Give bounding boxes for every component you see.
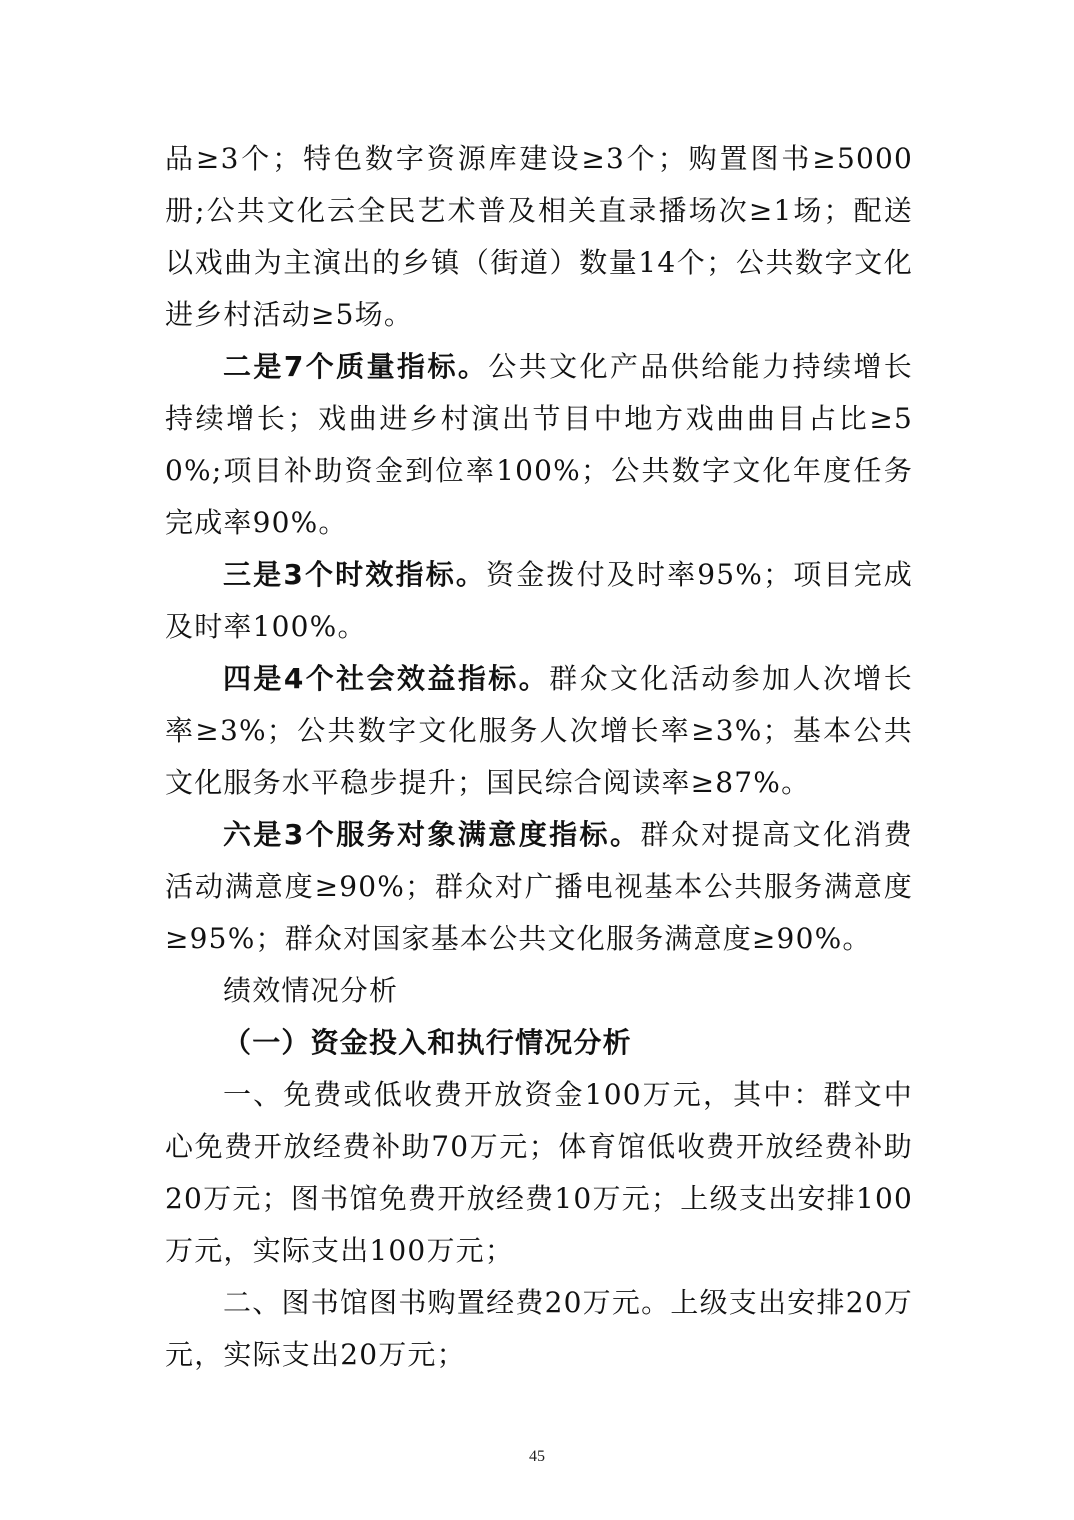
timeliness-indicators-paragraph <box>165 549 913 653</box>
funding-section-heading: （一）资金投入和执行情况分析 <box>223 1026 632 1059</box>
document-body <box>165 133 913 1381</box>
satisfaction-indicators-lead: 六是3个服务对象满意度指标。 <box>223 818 641 851</box>
quality-indicators-lead: 二是7个质量指标。 <box>223 350 489 383</box>
page-number: 45 <box>529 1448 545 1465</box>
analysis-heading: 绩效情况分析 <box>223 974 399 1007</box>
continuation-paragraph <box>165 133 913 341</box>
paragraph-text: 群众对提高文化消费活动满意度≥90%；群众对广播电视基本公共服务满意度≥95%；群众对国家基本公共文化服务满意度≥90%。 <box>165 818 913 955</box>
quality-indicators-paragraph <box>165 341 913 549</box>
satisfaction-indicators-paragraph <box>165 809 913 965</box>
funding-item-2: 二、图书馆图书购置经费20万元。上级支出安排20万元，实际支出20万元； <box>165 1286 913 1371</box>
paragraph-text: 群众文化活动参加人次增长率≥3%；公共数字文化服务人次增长率≥3%；基本公共文化服务水平稳步提升；国民综合阅读率≥87%。 <box>165 662 913 799</box>
social-benefit-indicators-lead: 四是4个社会效益指标。 <box>223 662 550 695</box>
social-benefit-indicators-paragraph <box>165 653 913 809</box>
paragraph-text: 资金拨付及时率95%；项目完成及时率100%。 <box>165 558 913 643</box>
paragraph-text: 品≥3个；特色数字资源库建设≥3个；购置图书≥5000册;公共文化云全民艺术普及相关直录播场次≥1场；配送以戏曲为主演出的乡镇（街道）数量14个；公共数字文化进乡村活动≥5场。 <box>165 142 913 331</box>
paragraph-text: 公共文化产品供给能力持续增长持续增长；戏曲进乡村演出节目中地方戏曲曲目占比≥50%;项目补助资金到位率100%；公共数字文化年度任务完成率90%。 <box>165 350 913 539</box>
funding-item-1: 一、免费或低收费开放资金100万元，其中：群文中心免费开放经费补助70万元；体育馆低收费开放经费补助20万元；图书馆免费开放经费10万元；上级支出安排100万元，实际支出100万元； <box>165 1078 913 1267</box>
timeliness-indicators-lead: 三是3个时效指标。 <box>223 558 487 591</box>
